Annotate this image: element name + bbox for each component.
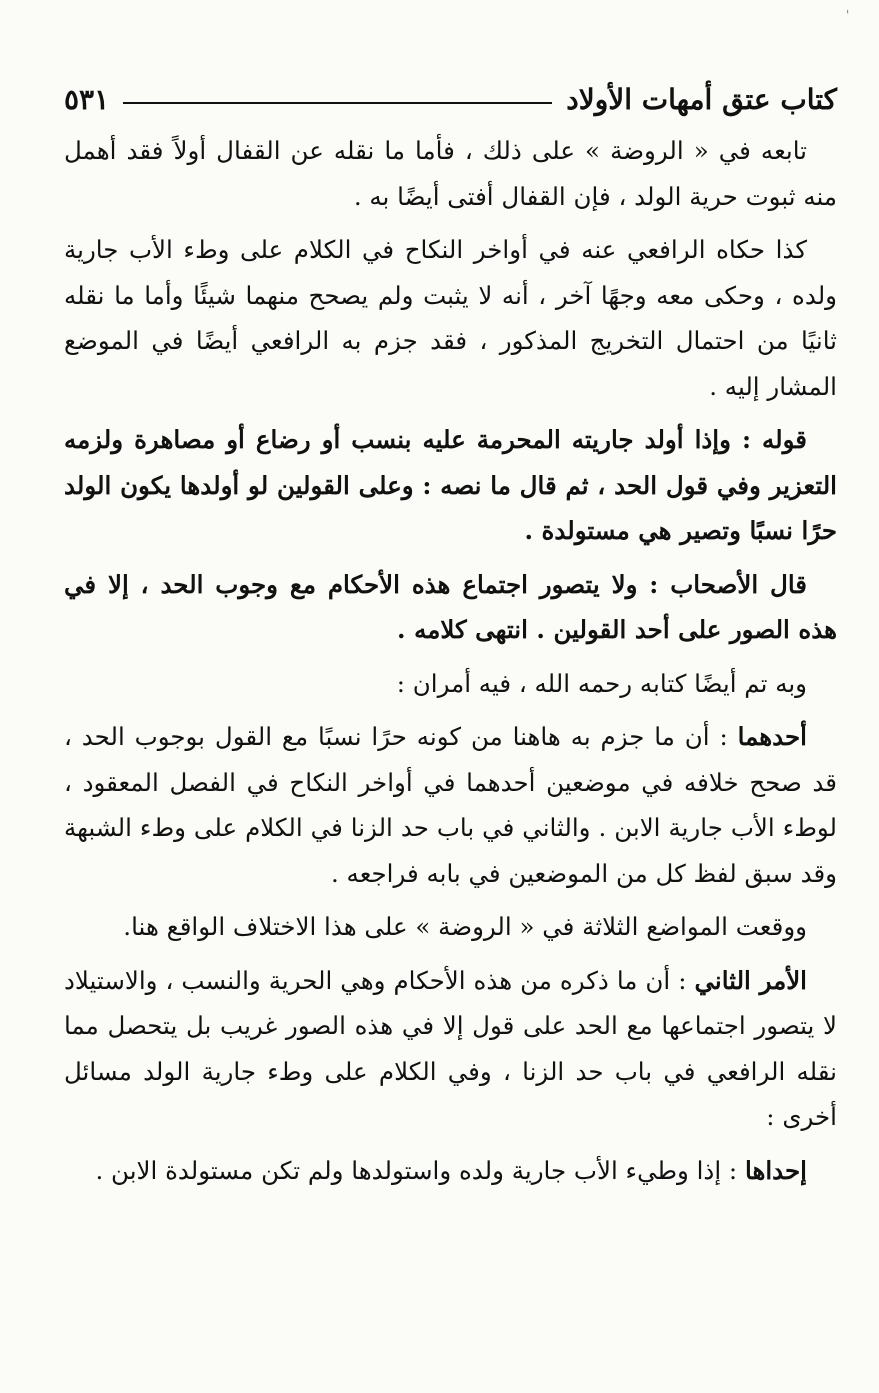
paragraph-text: : أن ما جزم به هاهنا من كونه حرًا نسبًا مع القول بوجوب الحد ، قد صحح خلافه في موضعين أحدهما في أواخر النكاح في الفصل المعقود ، لوطء الأب جارية الابن . والثاني في باب حد الزنا في الكلام على وطء الشبهة وقد سبق لفظ كل من الموضعين في بابه فراجعه . xyxy=(64,722,837,888)
paragraph xyxy=(64,1148,837,1194)
paragraph-text: قال الأصحاب : ولا يتصور اجتماع هذه الأحكام مع وجوب الحد ، إلا في هذه الصور على أحد القولين . انتهى كلامه . xyxy=(64,569,837,644)
paragraph-text: قوله : وإذا أولد جاريته المحرمة عليه بنسب أو رضاع أو مصاهرة ولزمه التعزير وفي قول الحد ، ثم قال ما نصه : وعلى القولين لو أولدها يكون الولد حرًا نسبًا وتصير هي مستولدة . xyxy=(64,425,837,545)
paragraph-text: كذا حكاه الرافعي عنه في أواخر النكاح في الكلام على وطء الأب جارية ولده ، وحكى معه وجهًا آخر ، أنه لا يثبت ولم يصحح منهما شيئًا وأما ما نقله ثانيًا من احتمال التخريج المذكور ، فقد جزم به الرافعي أيضًا في الموضع المشار إليه . xyxy=(64,235,837,401)
paragraph-text: تابعه في « الروضة » على ذلك ، فأما ما نقله عن القفال أولاً فقد أهمل منه ثبوت حرية الولد ، فإن القفال أفتى أيضًا به . xyxy=(64,136,837,211)
paragraph xyxy=(64,128,837,219)
page-number: ٥٣١ xyxy=(64,82,110,116)
paragraph-text: ووقعت المواضع الثلاثة في « الروضة » على هذا الاختلاف الواقع هنا. xyxy=(123,912,807,941)
document-page xyxy=(64,76,837,1353)
paragraph xyxy=(64,904,837,950)
chapter-title: كتاب عتق أمهات الأولاد xyxy=(566,82,837,116)
paragraph-lead: الأمر الثاني xyxy=(694,965,807,995)
paragraph-text: : إذا وطيء الأب جارية ولده واستولدها ولم تكن مستولدة الابن . xyxy=(95,1155,745,1185)
quoted-paragraph xyxy=(64,562,837,653)
paragraph-lead: إحداها xyxy=(744,1155,807,1185)
paragraph xyxy=(64,958,837,1140)
header-rule xyxy=(123,102,552,104)
running-header xyxy=(64,76,837,122)
paragraph-text: وبه تم أيضًا كتابه رحمه الله ، فيه أمران : xyxy=(396,668,807,698)
paragraph-text: : أن ما ذكره من هذه الأحكام وهي الحرية والنسب ، والاستيلاد لا يتصور اجتماعها مع الحد على قول إلا في هذه الصور غريب بل يتحصل مما نقله الرافعي في باب حد الزنا ، وفي الكلام على وطء جارية الولد مسائل أخرى : xyxy=(64,965,837,1131)
paragraph xyxy=(64,661,837,707)
paragraph-lead: أحدهما xyxy=(737,722,807,751)
paragraph xyxy=(64,714,837,896)
paragraph xyxy=(64,227,837,409)
quoted-paragraph xyxy=(64,417,837,554)
corner-mark: ' xyxy=(846,8,850,22)
